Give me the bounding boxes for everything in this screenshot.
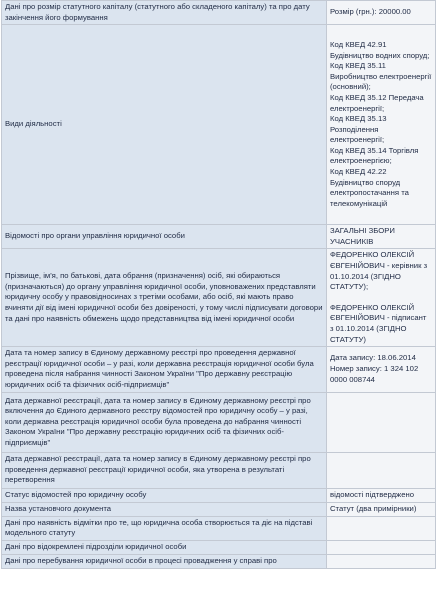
value-line: Номер запису: 1 324 102 0000 008744 [330, 364, 419, 384]
value-line: Код КВЕД 42.22 Будівництво споруд електропостачання та телекомунікацій [330, 167, 409, 208]
field-value [327, 1, 436, 25]
table-row [2, 488, 436, 502]
field-label: Дата державної реєстрації, дата та номер запису в Єдиному державному реєстрі про проведення державної реєстрації юридичної особи, яка утворена в результаті перетворення [2, 452, 327, 488]
field-label: Дані про розмір статутного капіталу (статутного або складеного капіталу) та про дату закінчення його формування [2, 1, 327, 25]
field-label: Дані про наявність відмітки про те, що юридична особа створюється та діє на підставі модельного статуту [2, 516, 327, 540]
field-label: Відомості про органи управління юридичної особи [2, 225, 327, 249]
field-label: Статус відомостей про юридичну особу [2, 488, 327, 502]
field-value [327, 540, 436, 554]
value-spacer [330, 293, 432, 303]
value-line: Дата запису: 18.06.2014 [330, 353, 416, 363]
field-value [327, 488, 436, 502]
field-label: Назва установчого документа [2, 502, 327, 516]
table-row [2, 225, 436, 249]
table-row [2, 554, 436, 568]
field-value [327, 452, 436, 488]
field-label: Види діяльності [2, 25, 327, 225]
table-row [2, 347, 436, 392]
field-value [327, 25, 436, 225]
field-value [327, 502, 436, 516]
registry-table [1, 0, 436, 569]
field-label: Дата та номер запису в Єдиному державному реєстрі про проведення державної реєстрації юридичної особи – у разі, коли державна реєстрація юридичної особи була проведена після набрання чинності Законом України "Про державну реєстрацію юридичних осіб та фізичних осіб-підприємців" [2, 347, 327, 392]
field-value [327, 249, 436, 347]
value-line: Розмір (грн.): 20000.00 [330, 7, 411, 17]
table-row [2, 1, 436, 25]
value-line: ФЕДОРЕНКО ОЛЕКСІЙ ЄВГЕНІЙОВИЧ - керівник з 01.10.2014 (ЗГІДНО СТАТУТУ); [330, 250, 428, 292]
value-line: ЗАГАЛЬНІ ЗБОРИ УЧАСНИКІВ [330, 226, 395, 246]
value-line: Код КВЕД 35.12 Передача електроенергії; [330, 92, 424, 113]
table-row [2, 516, 436, 540]
field-label: Дані про перебування юридичної особи в процесі провадження у справі про [2, 554, 327, 568]
value-line: Код КВЕД 42.91 Будівництво водних споруд; [330, 39, 430, 60]
value-line: Код КВЕД 35.14 Торгівля електроенергією; [330, 145, 419, 166]
field-value [327, 392, 436, 452]
field-label: Дата державної реєстрації, дата та номер запису в Єдиному державному реєстрі про включення до Єдиного державного реєстру відомостей про юридичну особу – у разі, коли державна реєстрація юридичної особи була проведена до набрання чинності Законом України "Про державну реєстрацію юридичних осіб та фізичних осіб-підприємців" [2, 392, 327, 452]
table-row [2, 392, 436, 452]
registry-table-body [2, 1, 436, 569]
value-line: відомості підтверджено [330, 489, 414, 499]
field-value [327, 554, 436, 568]
value-line: ФЕДОРЕНКО ОЛЕКСІЙ ЄВГЕНІЙОВИЧ - підписант з 01.10.2014 (ЗГІДНО СТАТУТУ) [330, 302, 427, 344]
table-row [2, 502, 436, 516]
table-row [2, 249, 436, 347]
value-line: Код КВЕД 35.11 Виробництво електроенергії (основний); [330, 61, 432, 92]
value-line: Статут (два примірники) [330, 503, 417, 513]
field-value [327, 516, 436, 540]
field-label: Прізвище, ім'я, по батькові, дата обрання (призначення) осіб, які обираються (призначаються) до органу управління юридичної особи, уповноважених представляти юридичну особу у правовідносинах з третіми особами, або осіб, які мають право вчиняти дії від імені юридичної особи без довіреності, у тому числі підписувати договори та дані про наявність обмежень щодо представництва від імені юридичної особи [2, 249, 327, 347]
field-label: Дані про відокремлені підрозділи юридичної особи [2, 540, 327, 554]
field-value [327, 225, 436, 249]
table-row [2, 540, 436, 554]
table-row [2, 452, 436, 488]
table-row [2, 25, 436, 225]
field-value [327, 347, 436, 392]
value-line: Код КВЕД 35.13 Розподілення електроенергії; [330, 114, 387, 145]
